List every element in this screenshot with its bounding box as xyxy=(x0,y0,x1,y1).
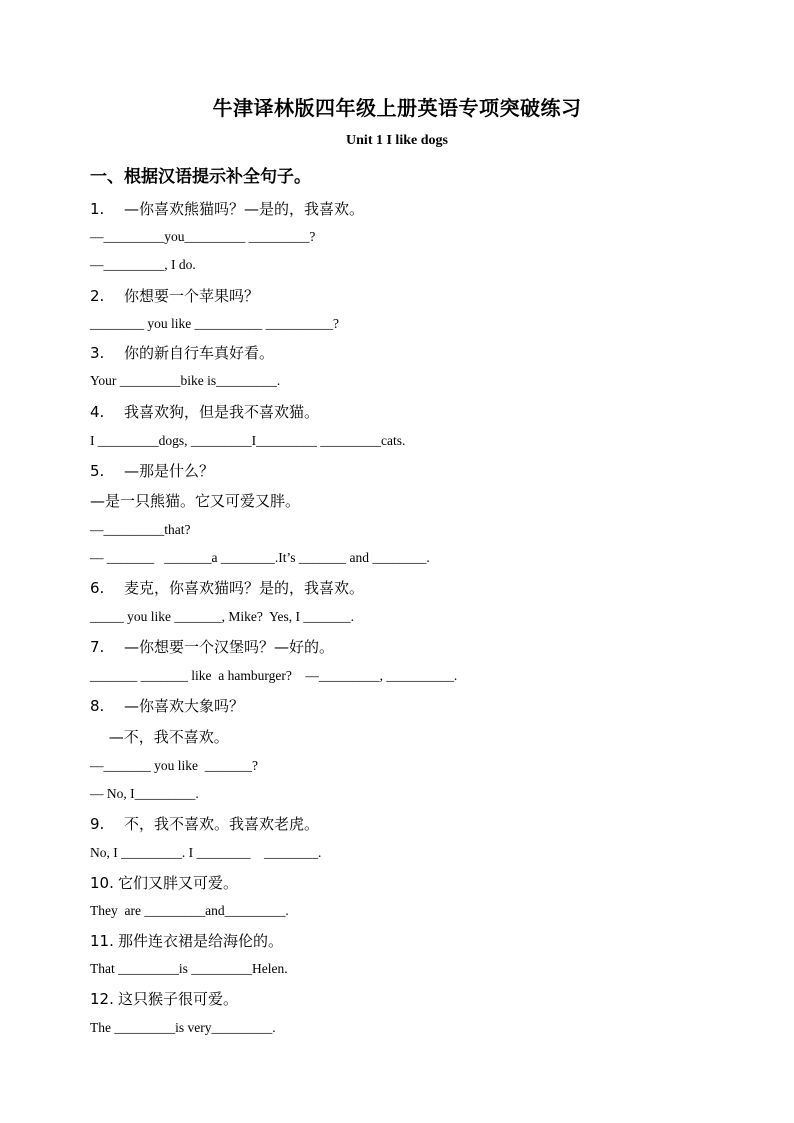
question-8-prompt-line-2: —不，我不喜欢。 xyxy=(104,728,229,746)
question-5-answer-line-2: — _______ _______a ________.It’s _______ and ________. xyxy=(90,550,430,565)
question-number: 11. xyxy=(90,932,114,950)
question-chinese: —你喜欢熊猫吗？—是的，我喜欢。 xyxy=(124,200,365,218)
question-number: 5. xyxy=(90,462,105,480)
question-11-answer-line: That _________is _________Helen. xyxy=(90,961,288,976)
question-number: 12. xyxy=(90,990,114,1008)
question-6-answer-line: _____ you like _______, Mike? Yes, I _______. xyxy=(90,609,354,624)
question-number: 2. xyxy=(90,287,105,305)
question-chinese: 我喜欢狗，但是我不喜欢猫。 xyxy=(124,403,320,421)
question-8-answer-line-1: —_______ you like _______? xyxy=(90,758,258,773)
question-number: 9. xyxy=(90,815,105,833)
question-5-prompt-line-2: —是一只熊猫。它又可爱又胖。 xyxy=(90,492,301,510)
question-number: 7. xyxy=(90,638,105,656)
question-2-prompt xyxy=(90,285,259,306)
question-10-answer-line: They are _________and_________. xyxy=(90,903,289,918)
question-number: 8. xyxy=(90,697,105,715)
section-heading: 一、根据汉语提示补全句子。 xyxy=(90,167,311,187)
question-chinese: 它们又胖又可爱。 xyxy=(118,874,239,892)
question-number: 4. xyxy=(90,403,105,421)
question-1-answer-line-2: —_________, I do. xyxy=(90,257,196,272)
unit-subtitle: Unit 1 I like dogs xyxy=(346,133,448,148)
question-7-answer-line: _______ _______ like a hamburger? —_________, __________. xyxy=(90,668,458,683)
question-chinese: 你想要一个苹果吗？ xyxy=(124,287,260,305)
question-number: 1. xyxy=(90,200,105,218)
question-4-prompt xyxy=(90,401,319,422)
question-6-prompt xyxy=(90,577,364,598)
question-3-prompt xyxy=(90,342,274,363)
question-chinese: 这只猴子很可爱。 xyxy=(118,990,239,1008)
question-4-answer-line: I _________dogs, _________I_________ _________cats. xyxy=(90,433,406,448)
question-5-prompt xyxy=(90,460,214,481)
question-number: 10. xyxy=(90,874,114,892)
question-chinese: 那件连衣裙是给海伦的。 xyxy=(118,932,284,950)
page-title: 牛津译林版四年级上册英语专项突破练习 xyxy=(212,96,582,120)
question-9-answer-line: No, I _________. I ________ ________. xyxy=(90,845,322,860)
question-chinese: 麦克，你喜欢猫吗？是的，我喜欢。 xyxy=(124,579,365,597)
question-8-prompt xyxy=(90,695,244,716)
question-12-prompt xyxy=(90,988,238,1009)
question-9-prompt xyxy=(90,813,319,834)
question-chinese: —你喜欢大象吗？ xyxy=(124,697,245,715)
question-2-answer-line: ________ you like __________ __________? xyxy=(90,316,339,331)
question-chinese: —那是什么？ xyxy=(124,462,215,480)
question-11-prompt xyxy=(90,930,283,951)
question-12-answer-line: The _________is very_________. xyxy=(90,1020,276,1035)
question-1-answer-line-1: —_________you_________ _________? xyxy=(90,229,316,244)
question-chinese: 你的新自行车真好看。 xyxy=(124,344,275,362)
question-chinese: 不，我不喜欢。我喜欢老虎。 xyxy=(124,815,320,833)
question-chinese: —你想要一个汉堡吗？—好的。 xyxy=(124,638,335,656)
question-3-answer-line: Your _________bike is_________. xyxy=(90,373,281,388)
question-7-prompt xyxy=(90,636,334,657)
question-5-answer-line-1: —_________that? xyxy=(90,522,191,537)
question-10-prompt xyxy=(90,872,238,893)
question-number: 6. xyxy=(90,579,105,597)
question-number: 3. xyxy=(90,344,105,362)
question-1-prompt xyxy=(90,198,364,219)
question-8-answer-line-2: — No, I_________. xyxy=(90,786,199,801)
